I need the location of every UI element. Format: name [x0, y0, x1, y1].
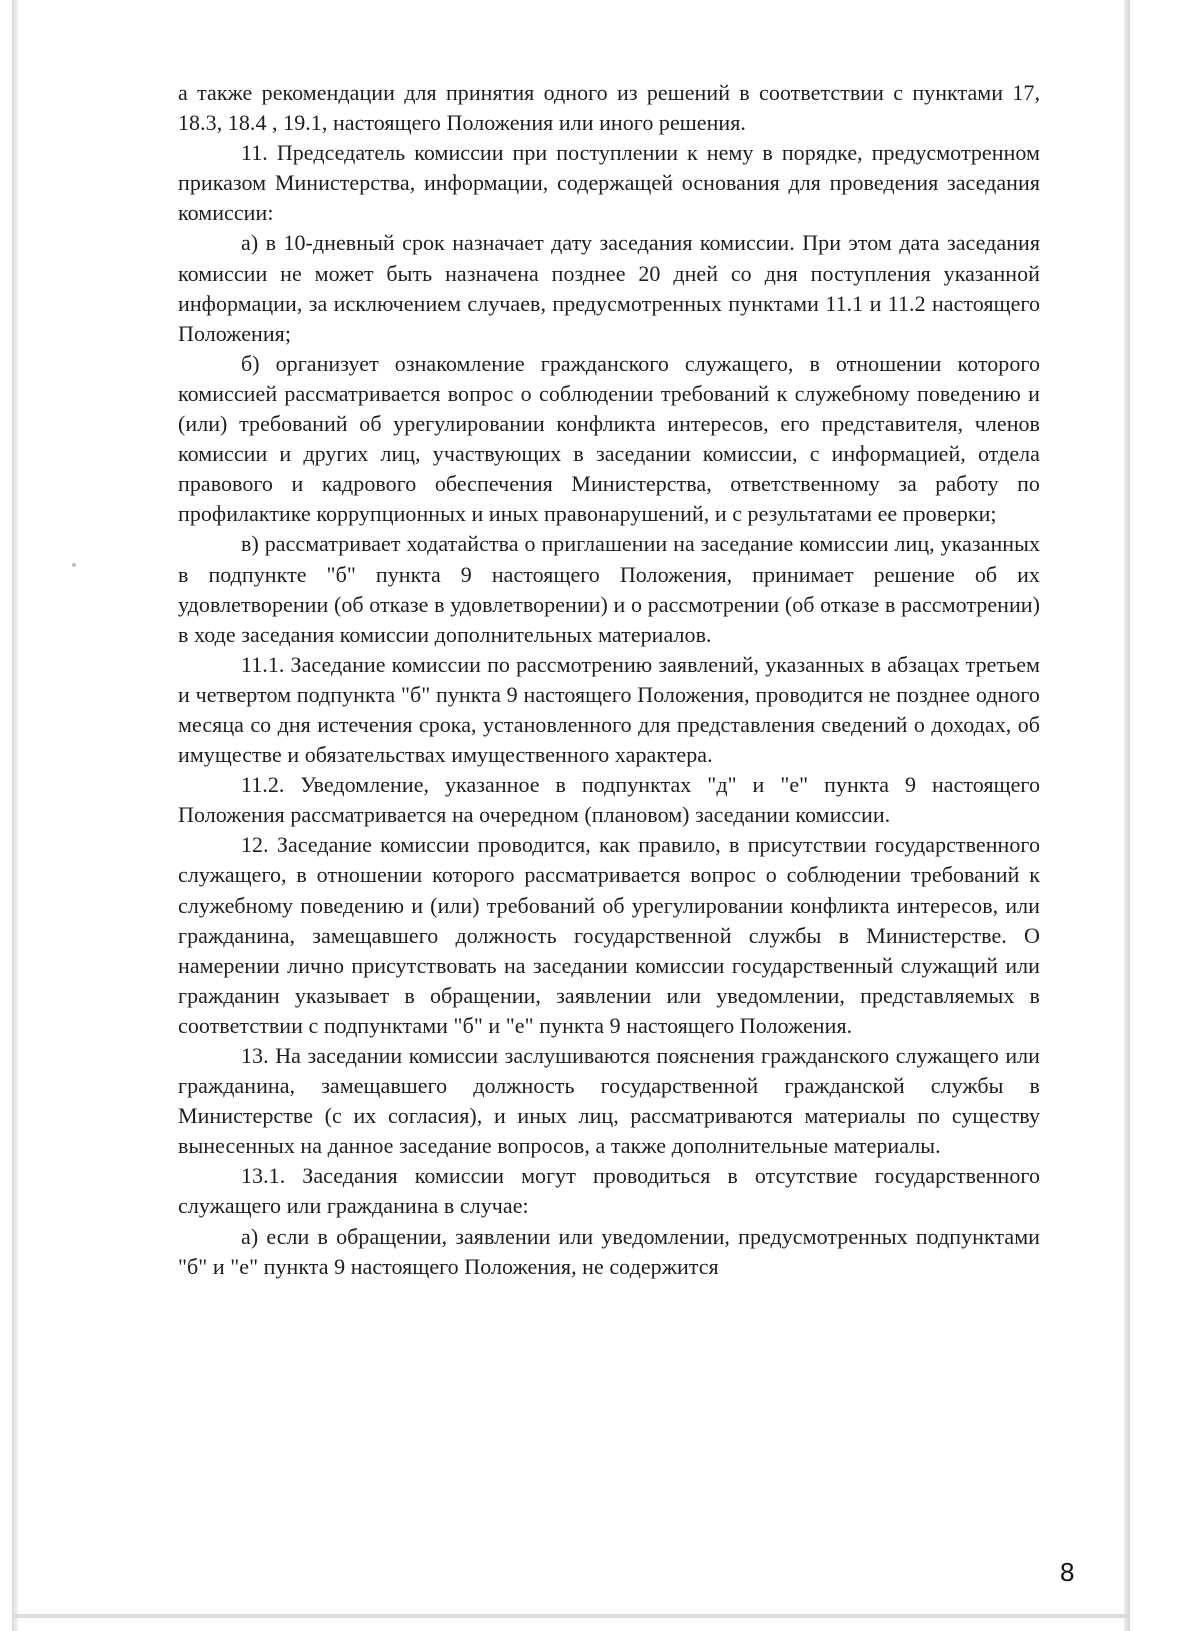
paragraph-item-11-2: 11.2. Уведомление, указанное в подпунктах "д" и "е" пункта 9 настоящего Положения рассматривается на очередном (плановом) заседании комиссии. — [178, 772, 1040, 828]
paragraph-item-13-1-a: а) если в обращении, заявлении или уведомлении, предусмотренных подпунктами "б" и "е" пункта 9 настоящего Положения, не содержится — [178, 1223, 1040, 1279]
paragraph-item-12: 12. Заседание комиссии проводится, как правило, в присутствии государственного служащего, в отношении которого рассматривается вопрос о соблюдении требований к служебному поведению и (или) требований об урегулировании конфликта интересов, или гражданина, замещавшего должность государственной службы в Министерстве. О намерении лично присутствовать на заседании комиссии государственный служащий или гражданин указывает в обращении, заявлении или уведомлении, представляемых в соответствии с подпунктами "б" и "е" пункта 9 настоящего Положения. — [178, 832, 1040, 1038]
paragraph-item-11-v: в) рассматривает ходатайства о приглашении на заседание комиссии лиц, указанных в подпункте "б" пункта 9 настоящего Положения, принимает решение об их удовлетворении (об отказе в удовлетворении) и о рассмотрении (об отказе в рассмотрении) в ходе заседания комиссии дополнительных материалов. — [178, 531, 1040, 647]
scan-page-edge-left — [12, 0, 18, 1631]
scan-page-edge-bottom — [12, 1614, 1130, 1618]
document-body — [178, 78, 1040, 1282]
scan-speck — [72, 563, 76, 567]
paragraph-item-13: 13. На заседании комиссии заслушиваются пояснения гражданского служащего или гражданина, замещавшего должность государственной гражданской службы в Министерстве (с их согласия), и иных лиц, рассматриваются материалы по существу вынесенных на данное заседание вопросов, а также дополнительные материалы. — [178, 1043, 1040, 1159]
paragraph-item-11-a: а) в 10-дневный срок назначает дату заседания комиссии. При этом дата заседания комиссии не может быть назначена позднее 20 дней со дня поступления указанной информации, за исключением случаев, предусмотренных пунктами 11.1 и 11.2 настоящего Положения; — [178, 230, 1040, 346]
paragraph-item-11-1: 11.1. Заседание комиссии по рассмотрению заявлений, указанных в абзацах третьем и четвертом подпункта "б" пункта 9 настоящего Положения, проводится не позднее одного месяца со дня истечения срока, установленного для представления сведений о доходах, об имуществе и обязательствах имущественного характера. — [178, 651, 1040, 768]
paragraph-item-11-b: б) организует ознакомление гражданского служащего, в отношении которого комиссией рассматривается вопрос о соблюдении требований к служебному поведению и (или) требований об урегулировании конфликта интересов, его представителя, членов комиссии и других лиц, участвующих в заседании комиссии, с информацией, отдела правового и кадрового обеспечения Министерства, ответственному за работу по профилактике коррупционных и иных правонарушений, и с результатами ее проверки; — [178, 350, 1040, 527]
paragraph-item-13-1: 13.1. Заседания комиссии могут проводиться в отсутствие государственного служащего или гражданина в случае: — [178, 1163, 1040, 1219]
paragraph-item-11: 11. Председатель комиссии при поступлении к нему в порядке, предусмотренном приказом Министерства, информации, содержащей основания для проведения заседания комиссии: — [178, 140, 1040, 226]
paragraph-continuation: а также рекомендации для принятия одного из решений в соответствии с пунктами 17, 18.3, 18.4 , 19.1, настоящего Положения или иного решения. — [178, 80, 1040, 136]
scan-page-edge-right — [1124, 0, 1130, 1631]
page-number: 8 — [1060, 1557, 1075, 1587]
